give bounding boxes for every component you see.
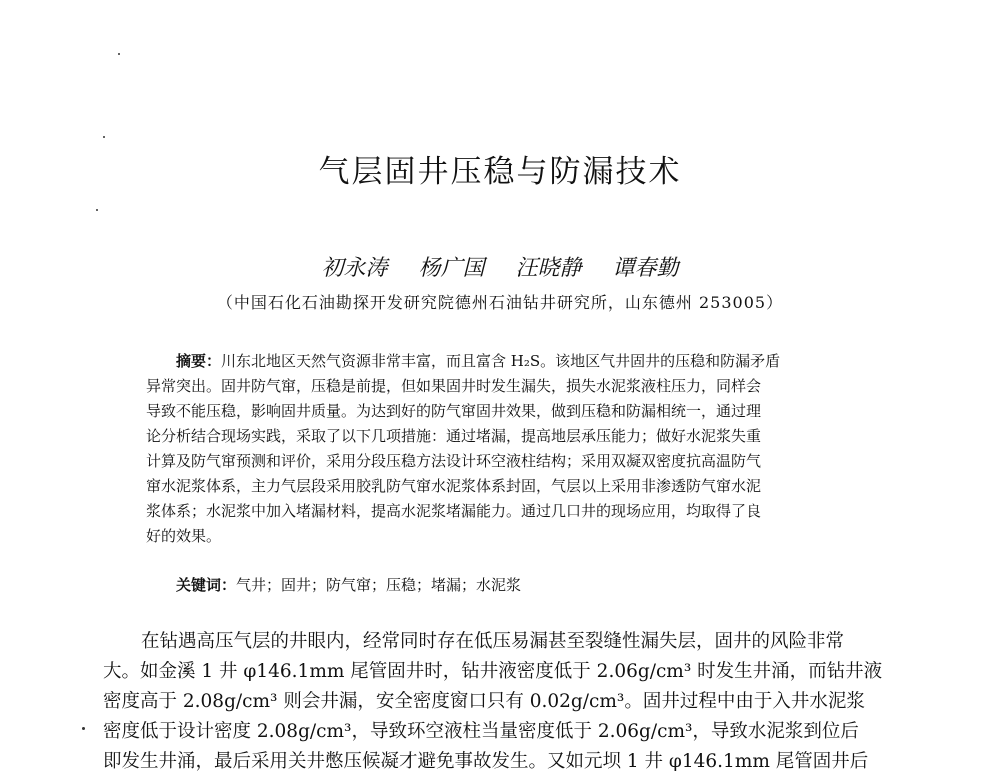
author-name: 谭春勤 xyxy=(612,256,679,281)
author-name: 汪晓静 xyxy=(515,256,582,281)
body-line: 大。如金溪 1 井 φ146.1mm 尾管固井时，钻井液密度低于 2.06g/cm³ 时发生井涌，而钻井液 xyxy=(103,661,883,682)
abstract-label: 摘要： xyxy=(176,352,222,370)
keywords-text: 气井；固井；防气窜；压稳；堵漏；水泥浆 xyxy=(236,576,522,594)
abstract-line: 计算及防气窜预测和评价，采用分段压稳方法设计环空液柱结构；采用双凝双密度抗高温防气 xyxy=(146,452,762,470)
author-name: 杨广国 xyxy=(418,256,485,281)
abstract-line: 导致不能压稳，影响固井质量。为达到好的防气窜固井效果，做到压稳和防漏相统一，通过理 xyxy=(146,402,762,420)
body-line: 即发生井涌，最后采用关井憋压候凝才避免事故发生。又如元坝 1 井 φ146.1mm 尾管固井后 xyxy=(103,751,869,772)
abstract xyxy=(146,349,866,549)
margin-speck xyxy=(82,727,85,730)
margin-speck xyxy=(103,136,105,138)
abstract-line: 窜水泥浆体系，主力气层段采用胶乳防气窜水泥浆体系封固，气层以上采用非渗透防气窜水泥 xyxy=(146,477,762,495)
author-list xyxy=(0,251,1000,282)
paper-title: 气层固井压稳与防漏技术 xyxy=(318,154,682,190)
abstract-line: 浆体系；水泥浆中加入堵漏材料，提高水泥浆堵漏能力。通过几口井的现场应用，均取得了良 xyxy=(146,502,762,520)
abstract-line: 异常突出。固井防气窜，压稳是前提，但如果固井时发生漏失，损失水泥浆液柱压力，同样会 xyxy=(146,377,762,395)
body-line: 密度高于 2.08g/cm³ 则会井漏，安全密度窗口只有 0.02g/cm³。固井过程中由于入井水泥浆 xyxy=(103,691,865,712)
body-line: 在钻遇高压气层的井眼内，经常同时存在低压易漏甚至裂缝性漏失层，固井的风险非常 xyxy=(141,631,845,652)
body-line: 密度低于设计密度 2.08g/cm³，导致环空液柱当量密度低于 2.06g/cm³，导致水泥浆到位后 xyxy=(103,721,859,742)
margin-speck xyxy=(96,209,98,211)
abstract-line: 好的效果。 xyxy=(146,527,222,545)
body-paragraph xyxy=(103,627,903,777)
margin-speck xyxy=(118,53,120,55)
keywords-label: 关键词： xyxy=(176,576,237,594)
abstract-line xyxy=(146,349,866,374)
abstract-line: 论分析结合现场实践，采取了以下几项措施：通过堵漏，提高地层承压能力；做好水泥浆失重 xyxy=(146,427,762,445)
affiliation: （中国石化石油勘探开发研究院德州石油钻井研究所，山东德州 253005） xyxy=(216,293,784,312)
author-name: 初永涛 xyxy=(321,256,388,281)
abstract-text: 川东北地区天然气资源非常丰富，而且富含 H₂S。该地区气井固井的压稳和防漏矛盾 xyxy=(221,352,781,370)
keywords xyxy=(146,573,521,598)
